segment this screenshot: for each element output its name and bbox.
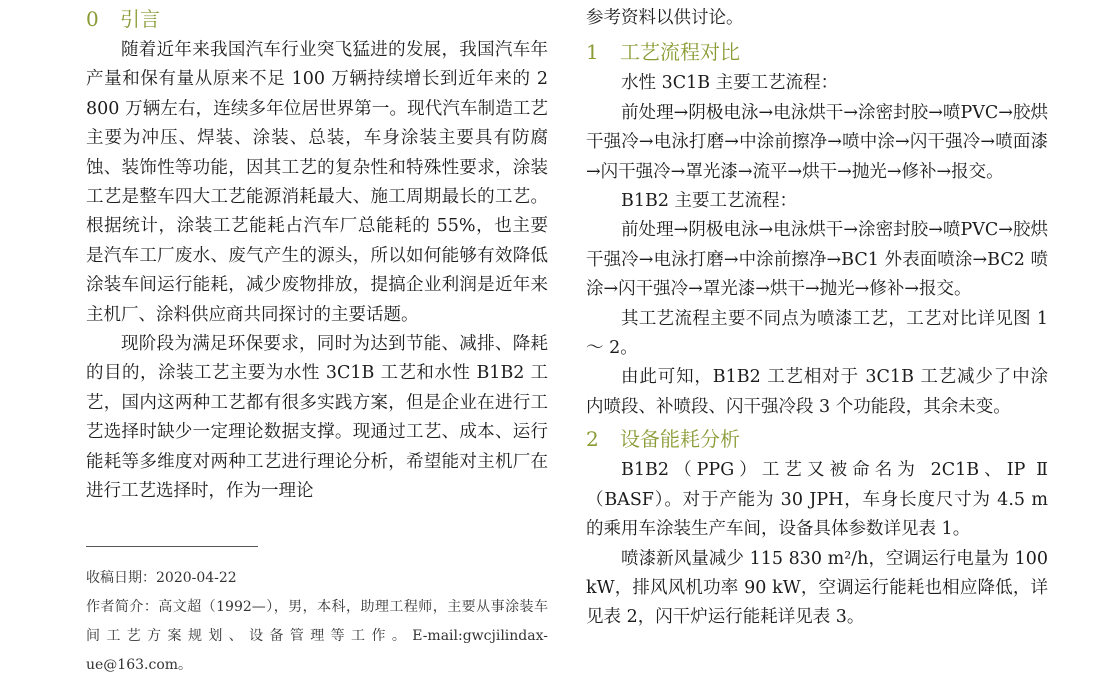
process-reduction-text: 由此可知，B1B2 工艺相对于 3C1B 工艺减少了中涂内喷段、补喷段、闪干强冷段 3 个功能段，其余未变。 bbox=[586, 367, 1048, 417]
process-b1b2-title: B1B2 主要工艺流程： bbox=[621, 191, 798, 212]
continued-text: 参考资料以供讨论。 bbox=[586, 8, 744, 28]
process-difference-text: 其工艺流程主要不同点为喷漆工艺，工艺对比详见图 1 ～ 2。 bbox=[586, 308, 1048, 359]
section-1-title: 工艺流程对比 bbox=[620, 40, 740, 65]
received-date-note: 收稿日期：2020-04-22 bbox=[86, 570, 237, 586]
process-3c1b-title: 水性 3C1B 主要工艺流程： bbox=[621, 73, 839, 94]
intro-heading-number: 0 bbox=[86, 7, 99, 31]
intro-paragraph-2: 现阶段为满足环保要求，同时为达到节能、减排、降耗的目的，涂装工艺主要为水性 3C1B 工艺和水性 B1B2 工艺，国内这两种工艺都有很多实践方案，但是企业在进行工艺选择时缺少一定理论数据支撑。现通过工艺、成本、运行能耗等多维度对两种工艺进行理论分析，希望能对主机厂在进行工艺选择时，作为一理论 bbox=[86, 334, 548, 502]
author-bio-note: 作者简介：高文超（1992—），男，本科，助理工程师，主要从事涂装车间工艺方案规划、设备管理等工作。E-mail:gwcjilindax-ue@163.com。 bbox=[86, 599, 548, 673]
b1b2-alias-text: B1B2（PPG）工艺又被命名为 2C1B、IP Ⅱ（BASF）。对于产能为 30 JPH，车身长度尺寸为 4.5 m 的乘用车涂装生产车间，设备具体参数详见表 1。 bbox=[586, 460, 1048, 540]
left-column bbox=[86, 0, 548, 507]
section-2-heading bbox=[586, 422, 1048, 456]
section-2-number: 2 bbox=[586, 427, 599, 452]
right-column bbox=[586, 0, 1048, 633]
intro-heading bbox=[86, 2, 548, 36]
intro-heading-text: 引言 bbox=[120, 7, 160, 31]
section-1-number: 1 bbox=[586, 40, 599, 65]
intro-paragraph-1: 随着近年来我国汽车行业突飞猛进的发展，我国汽车年产量和保有量从原来不足 100 万辆持续增长到近年来的 2 800 万辆左右，连续多年位居世界第一。现代汽车制造工艺主要为冲压、焊装、涂装、总装，车身涂装主要具有防腐蚀、装饰性等功能，因其工艺的复杂性和特殊性要求，涂装工艺是整车四大工艺能源消耗最大、施工周期最长的工艺。根据统计，涂装工艺能耗占汽车厂总能耗的 55%，也主要是汽车工厂废水、废气产生的源头，所以如何能够有效降低涂装车间运行能耗，减少废物排放，提搞企业利润是近年来主机厂、涂料供应商共同探讨的主要话题。 bbox=[86, 40, 548, 325]
energy-reduction-text: 喷漆新风量减少 115 830 m²/h，空调运行电量为 100 kW，排风风机功率 90 kW，空调运行能耗也相应降低，详见表 2，闪干炉运行能耗详见表 3。 bbox=[586, 548, 1048, 628]
footnote-divider bbox=[86, 546, 258, 547]
section-2-title: 设备能耗分析 bbox=[620, 427, 740, 452]
process-b1b2-flow: 前处理→阴极电泳→电泳烘干→涂密封胶→喷PVC→胶烘干强冷→电泳打磨→中涂前擦净→BC1 外表面喷涂→BC2 喷涂→闪干强冷→罩光漆→烘干→抛光→修补→报交。 bbox=[586, 220, 1048, 300]
process-3c1b-flow: 前处理→阴极电泳→电泳烘干→涂密封胶→喷PVC→胶烘干强冷→电泳打磨→中涂前擦净→喷中涂→闪干强冷→喷面漆→闪干强冷→罩光漆→流平→烘干→抛光→修补→报交。 bbox=[586, 102, 1048, 182]
section-1-heading bbox=[586, 35, 1048, 69]
